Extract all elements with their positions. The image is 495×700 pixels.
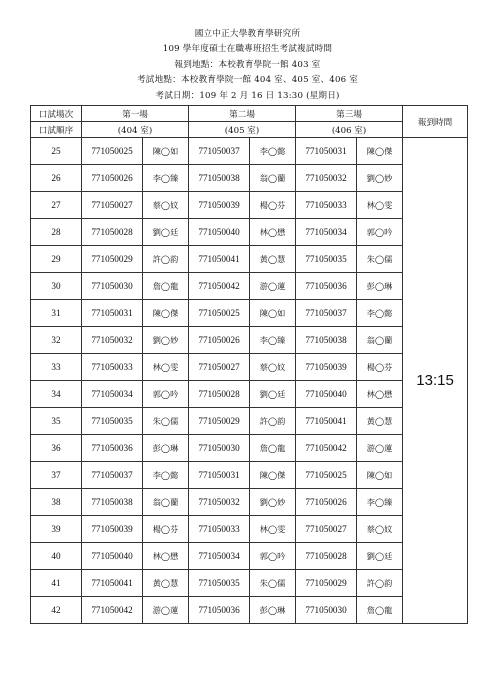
session3-exam-id: 771050028 <box>296 543 357 570</box>
session1-exam-id: 771050035 <box>82 408 143 435</box>
table-row <box>31 165 468 192</box>
table-row <box>31 489 468 516</box>
session1-name: 林◯雯 <box>143 354 189 381</box>
session2-name: 朱◯儒 <box>250 570 296 597</box>
session1-exam-id: 771050026 <box>82 165 143 192</box>
session2-room: (405 室) <box>189 122 296 138</box>
order-number: 26 <box>31 165 82 192</box>
session1-name: 許◯韵 <box>143 246 189 273</box>
table-row <box>31 300 468 327</box>
session1-name: 游◯蓮 <box>143 597 189 624</box>
session3-name: 郭◯吟 <box>357 219 403 246</box>
session1-name: 劉◯廷 <box>143 219 189 246</box>
table-row <box>31 273 468 300</box>
table-row <box>31 435 468 462</box>
session2-exam-id: 771050034 <box>189 543 250 570</box>
session3-name: 陳◯傑 <box>357 138 403 165</box>
order-number: 35 <box>31 408 82 435</box>
session3-exam-id: 771050036 <box>296 273 357 300</box>
session2-name: 楊◯芬 <box>250 192 296 219</box>
session2-name: 翁◯蘭 <box>250 165 296 192</box>
table-row <box>31 516 468 543</box>
order-number: 40 <box>31 543 82 570</box>
session1-exam-id: 771050031 <box>82 300 143 327</box>
session2-exam-id: 771050027 <box>189 354 250 381</box>
session3-name: 李◯臻 <box>357 489 403 516</box>
session3-name: 劉◯廷 <box>357 543 403 570</box>
table-row <box>31 327 468 354</box>
session1-name: 黃◯慧 <box>143 570 189 597</box>
table-row <box>31 354 468 381</box>
order-number: 37 <box>31 462 82 489</box>
session3-exam-id: 771050026 <box>296 489 357 516</box>
order-number: 36 <box>31 435 82 462</box>
table-row <box>31 246 468 273</box>
order-number: 34 <box>31 381 82 408</box>
order-number: 33 <box>31 354 82 381</box>
session1-exam-id: 771050036 <box>82 435 143 462</box>
session3-exam-id: 771050042 <box>296 435 357 462</box>
session1-exam-id: 771050034 <box>82 381 143 408</box>
session-header-label: 口試場次 <box>31 106 82 122</box>
session3-exam-id: 771050039 <box>296 354 357 381</box>
session1-exam-id: 771050039 <box>82 516 143 543</box>
session2-exam-id: 771050030 <box>189 435 250 462</box>
order-number: 38 <box>31 489 82 516</box>
session2-exam-id: 771050031 <box>189 462 250 489</box>
session3-name: 林◯懋 <box>357 381 403 408</box>
session3-exam-id: 771050038 <box>296 327 357 354</box>
table-header-row <box>31 106 468 122</box>
session2-exam-id: 771050042 <box>189 273 250 300</box>
session1-name: 陳◯如 <box>143 138 189 165</box>
table-row <box>31 192 468 219</box>
table-subheader-row <box>31 122 468 138</box>
session1-exam-id: 771050029 <box>82 246 143 273</box>
session2-exam-id: 771050032 <box>189 489 250 516</box>
session3-name: 朱◯儒 <box>357 246 403 273</box>
order-number: 25 <box>31 138 82 165</box>
session2-exam-id: 771050029 <box>189 408 250 435</box>
session3-exam-id: 771050027 <box>296 516 357 543</box>
session2-exam-id: 771050039 <box>189 192 250 219</box>
session2-exam-id: 771050033 <box>189 516 250 543</box>
session2-name: 李◯懿 <box>250 138 296 165</box>
institution-title: 國立中正大學教育學研究所 <box>194 29 301 39</box>
session2-exam-id: 771050025 <box>189 300 250 327</box>
table-row <box>31 462 468 489</box>
session2-exam-id: 771050028 <box>189 381 250 408</box>
session2-exam-id: 771050026 <box>189 327 250 354</box>
session1-exam-id: 771050038 <box>82 489 143 516</box>
session2-exam-id: 771050036 <box>189 597 250 624</box>
session1-name: 林◯懋 <box>143 543 189 570</box>
interview-schedule-table <box>30 105 468 624</box>
order-number: 41 <box>31 570 82 597</box>
session3-name: 翁◯蘭 <box>357 327 403 354</box>
session1-exam-id: 771050037 <box>82 462 143 489</box>
session2-exam-id: 771050037 <box>189 138 250 165</box>
session1-name: 劉◯妙 <box>143 327 189 354</box>
checkin-time-header: 報到時間 <box>403 106 468 138</box>
session1-name: 朱◯儒 <box>143 408 189 435</box>
session2-name: 林◯雯 <box>250 516 296 543</box>
session2-name: 黃◯慧 <box>250 246 296 273</box>
session3-exam-id: 771050034 <box>296 219 357 246</box>
session2-name: 李◯臻 <box>250 327 296 354</box>
table-row <box>31 570 468 597</box>
session1-name: 翁◯蘭 <box>143 489 189 516</box>
session1-name: 詹◯龍 <box>143 273 189 300</box>
session3-name: 劉◯妙 <box>357 165 403 192</box>
session2-exam-id: 771050041 <box>189 246 250 273</box>
session2-name: 游◯蓮 <box>250 273 296 300</box>
session1-exam-id: 771050042 <box>82 597 143 624</box>
session1-exam-id: 771050032 <box>82 327 143 354</box>
session3-exam-id: 771050041 <box>296 408 357 435</box>
session2-name: 陳◯傑 <box>250 462 296 489</box>
session1-exam-id: 771050040 <box>82 543 143 570</box>
session1-name: 楊◯芬 <box>143 516 189 543</box>
session1-name: 陳◯傑 <box>143 300 189 327</box>
session3-exam-id: 771050033 <box>296 192 357 219</box>
session2-exam-id: 771050038 <box>189 165 250 192</box>
session1-header: 第一場 <box>82 106 189 122</box>
checkin-time-value: 13:15 <box>403 138 468 624</box>
exam-title: 109 學年度碩士在職專班招生考試複試時間 <box>162 44 333 55</box>
table-row <box>31 381 468 408</box>
session3-exam-id: 771050040 <box>296 381 357 408</box>
session2-name: 郭◯吟 <box>250 543 296 570</box>
session3-room: (406 室) <box>296 122 403 138</box>
session3-name: 林◯雯 <box>357 192 403 219</box>
session1-exam-id: 771050033 <box>82 354 143 381</box>
checkin-location: 報到地點：本校教育學院一館 403 室 <box>174 59 321 70</box>
order-header-label: 口試順序 <box>31 122 82 138</box>
session2-exam-id: 771050035 <box>189 570 250 597</box>
table-row <box>31 219 468 246</box>
session3-exam-id: 771050030 <box>296 597 357 624</box>
session2-name: 詹◯龍 <box>250 435 296 462</box>
session2-name: 彭◯琳 <box>250 597 296 624</box>
session2-name: 陳◯如 <box>250 300 296 327</box>
session3-name: 黃◯慧 <box>357 408 403 435</box>
order-number: 39 <box>31 516 82 543</box>
order-number: 32 <box>31 327 82 354</box>
session3-name: 楊◯芬 <box>357 354 403 381</box>
order-number: 27 <box>31 192 82 219</box>
order-number: 31 <box>31 300 82 327</box>
session1-name: 彭◯琳 <box>143 435 189 462</box>
session3-name: 彭◯琳 <box>357 273 403 300</box>
session2-name: 林◯懋 <box>250 219 296 246</box>
session3-header: 第三場 <box>296 106 403 122</box>
session3-name: 詹◯龍 <box>357 597 403 624</box>
session3-name: 游◯蓮 <box>357 435 403 462</box>
order-number: 42 <box>31 597 82 624</box>
session1-name: 李◯臻 <box>143 165 189 192</box>
session2-name: 劉◯妙 <box>250 489 296 516</box>
session3-name: 陳◯如 <box>357 462 403 489</box>
session3-exam-id: 771050025 <box>296 462 357 489</box>
session1-exam-id: 771050041 <box>82 570 143 597</box>
exam-date: 考試日期：109 年 2 月 16 日 13:30 (星期日) <box>155 90 340 101</box>
table-row <box>31 138 468 165</box>
table-row <box>31 408 468 435</box>
session2-exam-id: 771050040 <box>189 219 250 246</box>
session1-name: 蔡◯妏 <box>143 192 189 219</box>
order-number: 30 <box>31 273 82 300</box>
session3-exam-id: 771050032 <box>296 165 357 192</box>
order-number: 28 <box>31 219 82 246</box>
session1-name: 郭◯吟 <box>143 381 189 408</box>
document-header <box>0 27 495 104</box>
session1-room: (404 室) <box>82 122 189 138</box>
table-row <box>31 543 468 570</box>
session1-exam-id: 771050028 <box>82 219 143 246</box>
order-number: 29 <box>31 246 82 273</box>
session2-name: 蔡◯妏 <box>250 354 296 381</box>
exam-location: 考試地點：本校教育學院一館 404 室、405 室、406 室 <box>136 75 359 86</box>
session2-name: 許◯韵 <box>250 408 296 435</box>
session3-exam-id: 771050031 <box>296 138 357 165</box>
session3-exam-id: 771050035 <box>296 246 357 273</box>
session1-exam-id: 771050030 <box>82 273 143 300</box>
table-row <box>31 597 468 624</box>
session3-name: 蔡◯妏 <box>357 516 403 543</box>
session3-exam-id: 771050029 <box>296 570 357 597</box>
session1-exam-id: 771050025 <box>82 138 143 165</box>
session3-name: 李◯懿 <box>357 300 403 327</box>
session2-name: 劉◯廷 <box>250 381 296 408</box>
session3-name: 許◯韵 <box>357 570 403 597</box>
session2-header: 第二場 <box>189 106 296 122</box>
session3-exam-id: 771050037 <box>296 300 357 327</box>
session1-name: 李◯懿 <box>143 462 189 489</box>
session1-exam-id: 771050027 <box>82 192 143 219</box>
